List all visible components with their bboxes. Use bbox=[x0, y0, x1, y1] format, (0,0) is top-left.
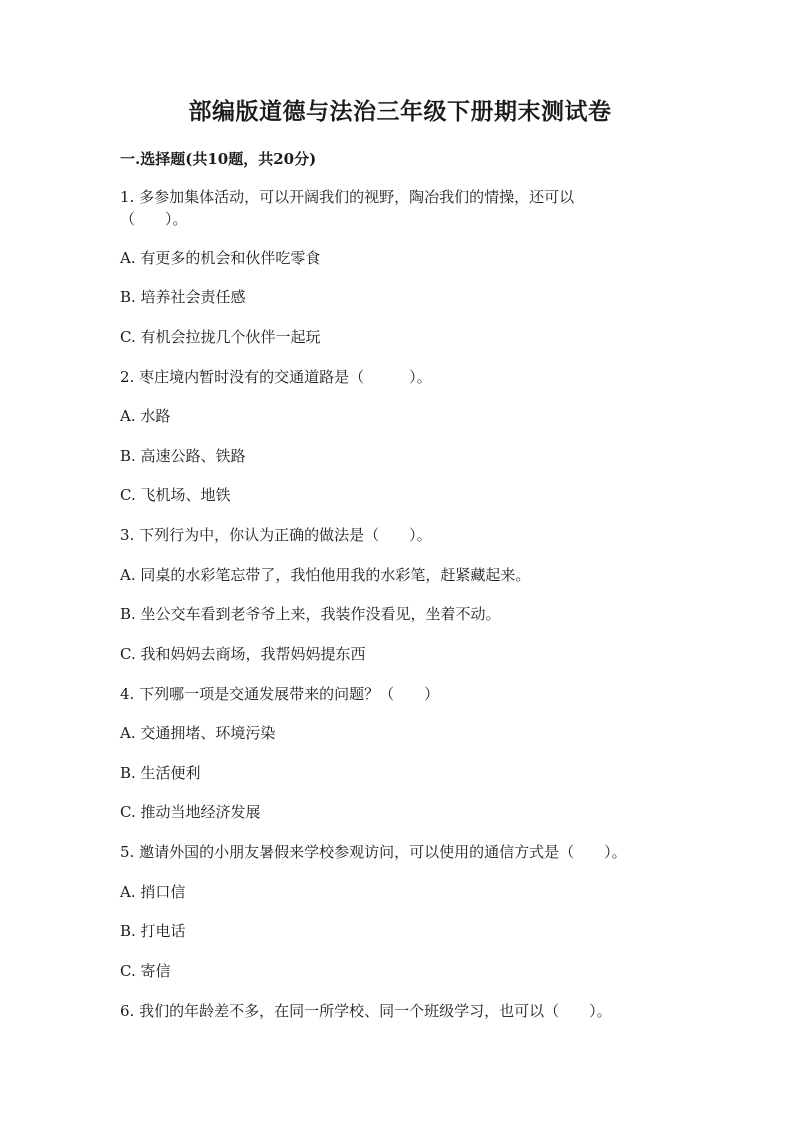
question-4-option-b: B. 生活便利 bbox=[120, 764, 201, 782]
page-title: 部编版道德与法治三年级下册期末测试卷 bbox=[188, 98, 612, 125]
question-2-option-b: B. 高速公路、铁路 bbox=[120, 447, 246, 465]
question-3-option-a: A. 同桌的水彩笔忘带了，我怕他用我的水彩笔，赶紧藏起来。 bbox=[120, 566, 531, 584]
question-3-option-b: B. 坐公交车看到老爷爷上来，我装作没看见，坐着不动。 bbox=[120, 605, 501, 623]
question-5-option-a: A. 捎口信 bbox=[120, 883, 186, 901]
question-5-option-c: C. 寄信 bbox=[120, 962, 171, 980]
question-2-stem: 2. 枣庄境内暂时没有的交通道路是（ ）。 bbox=[120, 368, 432, 386]
question-5-option-b: B. 打电话 bbox=[120, 922, 186, 940]
question-2-option-c: C. 飞机场、地铁 bbox=[120, 486, 231, 504]
question-4-option-c: C. 推动当地经济发展 bbox=[120, 803, 261, 821]
question-1-stem-line-2: （ ）。 bbox=[120, 210, 188, 228]
section-heading: 一.选择题(共10题，共20分) bbox=[120, 150, 317, 168]
question-1-stem-line-1: 1. 多参加集体活动，可以开阔我们的视野，陶冶我们的情操，还可以 bbox=[120, 188, 575, 206]
question-3-stem: 3. 下列行为中，你认为正确的做法是（ ）。 bbox=[120, 526, 432, 544]
question-4-stem: 4. 下列哪一项是交通发展带来的问题？（ ） bbox=[120, 685, 440, 703]
question-5-stem: 5. 邀请外国的小朋友暑假来学校参观访问，可以使用的通信方式是（ ）。 bbox=[120, 843, 627, 861]
question-2-option-a: A. 水路 bbox=[120, 407, 171, 425]
question-1-option-a: A. 有更多的机会和伙伴吃零食 bbox=[120, 249, 321, 267]
question-6-stem: 6. 我们的年龄差不多，在同一所学校、同一个班级学习，也可以（ ）。 bbox=[120, 1002, 612, 1020]
question-1-option-c: C. 有机会拉拢几个伙伴一起玩 bbox=[120, 328, 321, 346]
question-3-option-c: C. 我和妈妈去商场，我帮妈妈提东西 bbox=[120, 645, 366, 663]
question-1-option-b: B. 培养社会责任感 bbox=[120, 288, 246, 306]
question-4-option-a: A. 交通拥堵、环境污染 bbox=[120, 724, 276, 742]
